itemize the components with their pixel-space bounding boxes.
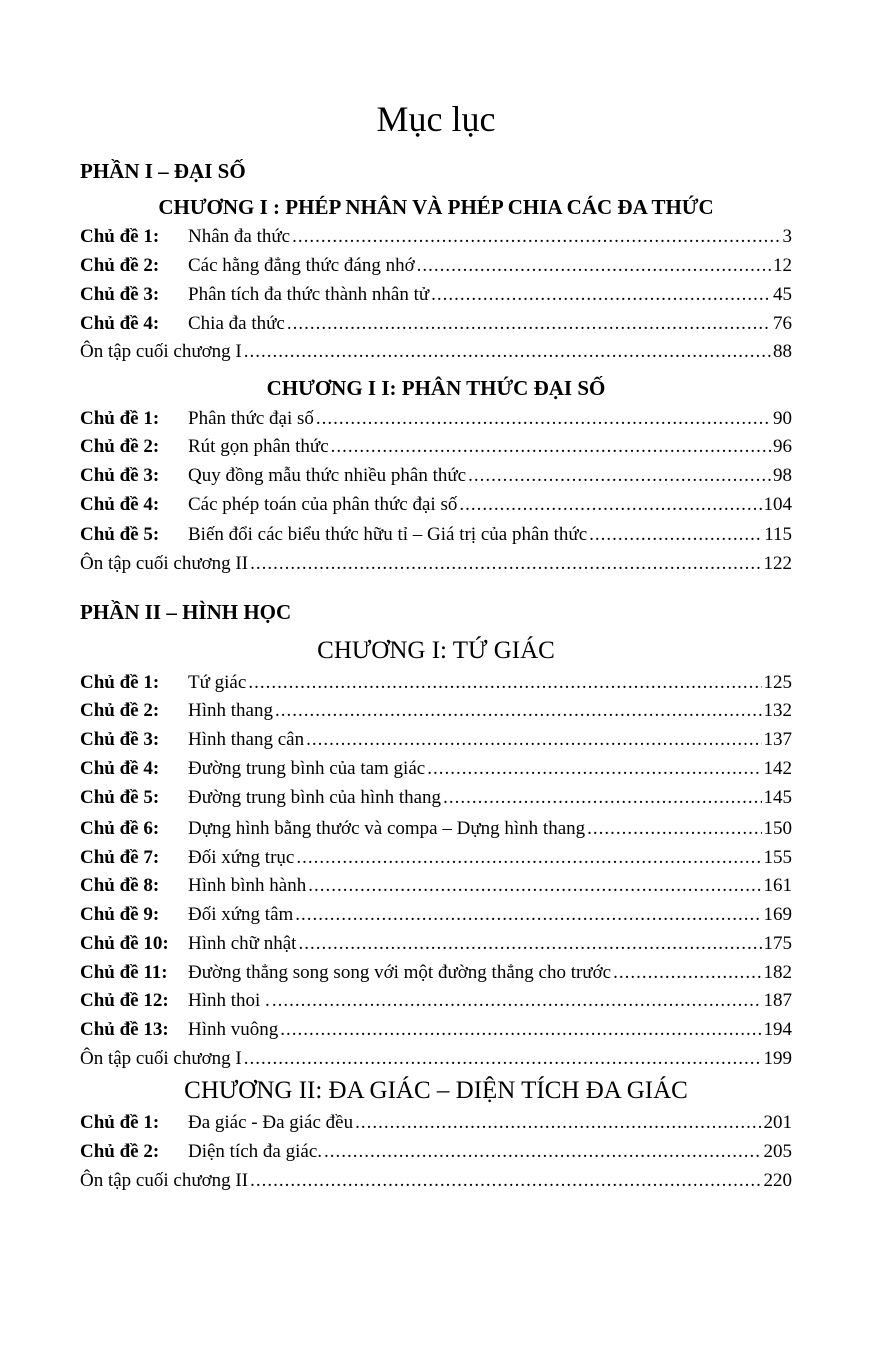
dot-leader (308, 873, 761, 899)
entry-label: Chủ đề 3: (80, 729, 160, 750)
entry-topic: Đối xứng trục (188, 847, 295, 868)
entry-topic: Hình thang (188, 700, 273, 721)
entry-label: Chủ đề 4: (80, 494, 160, 515)
entry-page-number: 169 (763, 904, 792, 925)
entry-page-number: 12 (773, 255, 792, 276)
dot-leader (587, 816, 761, 842)
entry-page-number: 205 (763, 1141, 792, 1162)
entry-label: Chủ đề 8: (80, 875, 160, 896)
dot-leader (275, 698, 762, 724)
entry-topic: Hình chữ nhật (188, 933, 297, 954)
toc-entry[interactable] (80, 727, 792, 753)
part-heading: PHẦN I – ĐẠI SỐ (80, 159, 246, 183)
entry-topic: Ôn tập cuối chương I (80, 341, 242, 362)
entry-label: Chủ đề 10: (80, 933, 169, 954)
entry-topic: Ôn tập cuối chương II (80, 1170, 249, 1191)
toc-entry[interactable] (80, 816, 792, 842)
toc-entry[interactable] (80, 1046, 792, 1072)
dot-leader (417, 253, 771, 279)
toc-entry[interactable] (80, 670, 792, 696)
toc-entry[interactable] (80, 960, 792, 986)
dot-leader (287, 311, 771, 337)
dot-leader (324, 1139, 761, 1165)
entry-label: Chủ đề 12: (80, 990, 169, 1011)
entry-label: Chủ đề 1: (80, 1112, 160, 1133)
entry-page-number: 187 (763, 990, 792, 1011)
entry-page-number: 98 (773, 465, 792, 486)
entry-label: Chủ đề 13: (80, 1019, 169, 1040)
entry-page-number: 104 (763, 494, 792, 515)
entry-page-number: 76 (773, 313, 792, 334)
dot-leader (250, 1168, 761, 1194)
dot-leader (443, 785, 761, 811)
entry-topic: Hình vuông (188, 1019, 279, 1040)
entry-page-number: 122 (763, 553, 792, 574)
entry-page-number: 137 (763, 729, 792, 750)
toc-entry[interactable] (80, 873, 792, 899)
entry-label: Chủ đề 2: (80, 1141, 160, 1162)
toc-entry[interactable] (80, 406, 792, 432)
dot-leader (459, 492, 761, 518)
dot-leader (250, 551, 761, 577)
dot-leader (295, 902, 761, 928)
entry-label: Chủ đề 6: (80, 818, 160, 839)
dot-leader (280, 1017, 761, 1043)
entry-page-number: 201 (763, 1112, 792, 1133)
entry-page-number: 199 (763, 1048, 792, 1069)
dot-leader (298, 931, 761, 957)
entry-topic: Đường trung bình của tam giác (188, 758, 426, 779)
toc-entry[interactable] (80, 756, 792, 782)
entry-page-number: 150 (763, 818, 792, 839)
entry-page-number: 115 (764, 524, 792, 545)
entry-topic: Rút gọn phân thức (188, 436, 329, 457)
entry-topic: Ôn tập cuối chương II (80, 553, 249, 574)
entry-topic: Ôn tập cuối chương I (80, 1048, 242, 1069)
entry-topic: Chia đa thức (188, 313, 285, 334)
dot-leader (272, 988, 762, 1014)
toc-entry[interactable] (80, 224, 792, 250)
entry-page-number: 194 (763, 1019, 792, 1040)
entry-label: Chủ đề 5: (80, 524, 160, 545)
entry-topic: Quy đồng mẫu thức nhiều phân thức (188, 465, 467, 486)
entry-topic: Hình thoi . (188, 990, 270, 1011)
entry-label: Chủ đề 1: (80, 408, 160, 429)
toc-entry[interactable] (80, 463, 792, 489)
dot-leader (355, 1110, 761, 1136)
dot-leader (431, 282, 771, 308)
dot-leader (468, 463, 771, 489)
dot-leader (292, 224, 780, 250)
entry-topic: Đối xứng tâm (188, 904, 294, 925)
entry-topic: Diện tích đa giác. (188, 1141, 323, 1162)
entry-page-number: 155 (763, 847, 792, 868)
entry-topic: Các phép toán của phân thức đại số (188, 494, 458, 515)
toc-entry[interactable] (80, 253, 792, 279)
chapter-title: CHƯƠNG I : PHÉP NHÂN VÀ PHÉP CHIA CÁC ĐA THỨC (158, 195, 714, 219)
toc-entry[interactable] (80, 434, 792, 460)
entry-label: Chủ đề 11: (80, 962, 168, 983)
entry-page-number: 90 (773, 408, 792, 429)
dot-leader (244, 1046, 762, 1072)
chapter-title: CHƯƠNG I I: PHÂN THỨC ĐẠI SỐ (266, 376, 606, 400)
entry-label: Chủ đề 2: (80, 255, 160, 276)
entry-page-number: 145 (763, 787, 792, 808)
toc-entry[interactable] (80, 988, 792, 1014)
dot-leader (613, 960, 761, 986)
entry-page-number: 142 (763, 758, 792, 779)
toc-entry[interactable] (80, 1017, 792, 1043)
entry-page-number: 125 (763, 672, 792, 693)
toc-entry[interactable] (80, 1168, 792, 1194)
entry-label: Chủ đề 1: (80, 672, 160, 693)
entry-label: Chủ đề 9: (80, 904, 160, 925)
entry-label: Chủ đề 5: (80, 787, 160, 808)
entry-page-number: 45 (773, 284, 792, 305)
dot-leader (296, 845, 761, 871)
toc-entry[interactable] (80, 931, 792, 957)
entry-topic: Nhân đa thức (188, 226, 291, 247)
entry-topic: Hình bình hành (188, 875, 307, 896)
entry-page-number: 182 (763, 962, 792, 983)
entry-page-number: 96 (773, 436, 792, 457)
entry-topic: Phân thức đại số (188, 408, 314, 429)
entry-label: Chủ đề 3: (80, 465, 160, 486)
entry-label: Chủ đề 4: (80, 758, 160, 779)
page-title: Mục lục (376, 99, 496, 139)
entry-topic: Dựng hình bằng thước và compa – Dựng hình thang (188, 818, 586, 839)
entry-page-number: 3 (782, 226, 792, 247)
chapter-title: CHƯƠNG I: TỨ GIÁC (317, 637, 555, 664)
toc-entry[interactable] (80, 339, 792, 365)
entry-page-number: 220 (763, 1170, 792, 1191)
entry-label: Chủ đề 2: (80, 436, 160, 457)
entry-label: Chủ đề 2: (80, 700, 160, 721)
toc-entry[interactable] (80, 492, 792, 518)
entry-topic: Biến đổi các biểu thức hữu tỉ – Giá trị của phân thức (188, 524, 588, 545)
entry-topic: Hình thang cân (188, 729, 305, 750)
toc-entry[interactable] (80, 698, 792, 724)
dot-leader (589, 522, 762, 548)
entry-label: Chủ đề 4: (80, 313, 160, 334)
toc-entry[interactable] (80, 282, 792, 308)
toc-entry[interactable] (80, 311, 792, 337)
toc-entry[interactable] (80, 785, 792, 811)
toc-entry[interactable] (80, 902, 792, 928)
entry-page-number: 132 (763, 700, 792, 721)
dot-leader (316, 406, 771, 432)
entry-topic: Đường thẳng song song với một đường thẳng cho trước (188, 962, 612, 983)
dot-leader (244, 339, 771, 365)
part-heading: PHẦN II – HÌNH HỌC (80, 600, 292, 624)
toc-entry[interactable] (80, 551, 792, 577)
entry-page-number: 161 (763, 875, 792, 896)
entry-topic: Phân tích đa thức thành nhân tử (188, 284, 430, 305)
dot-leader (306, 727, 761, 753)
entry-topic: Đường trung bình của hình thang (188, 787, 442, 808)
dot-leader (248, 670, 761, 696)
toc-entry[interactable] (80, 1110, 792, 1136)
entry-label: Chủ đề 7: (80, 847, 160, 868)
dot-leader (331, 434, 771, 460)
entry-label: Chủ đề 3: (80, 284, 160, 305)
toc-entry[interactable] (80, 522, 792, 548)
entry-page-number: 88 (773, 341, 792, 362)
dot-leader (427, 756, 761, 782)
entry-topic: Các hằng đẳng thức đáng nhớ (188, 255, 415, 276)
entry-topic: Tứ giác (188, 672, 247, 693)
toc-entry[interactable] (80, 845, 792, 871)
entry-topic: Đa giác - Đa giác đều (188, 1112, 354, 1133)
chapter-title: CHƯƠNG II: ĐA GIÁC – DIỆN TÍCH ĐA GIÁC (184, 1077, 688, 1104)
toc-entry[interactable] (80, 1139, 792, 1165)
entry-page-number: 175 (763, 933, 792, 954)
entry-label: Chủ đề 1: (80, 226, 160, 247)
